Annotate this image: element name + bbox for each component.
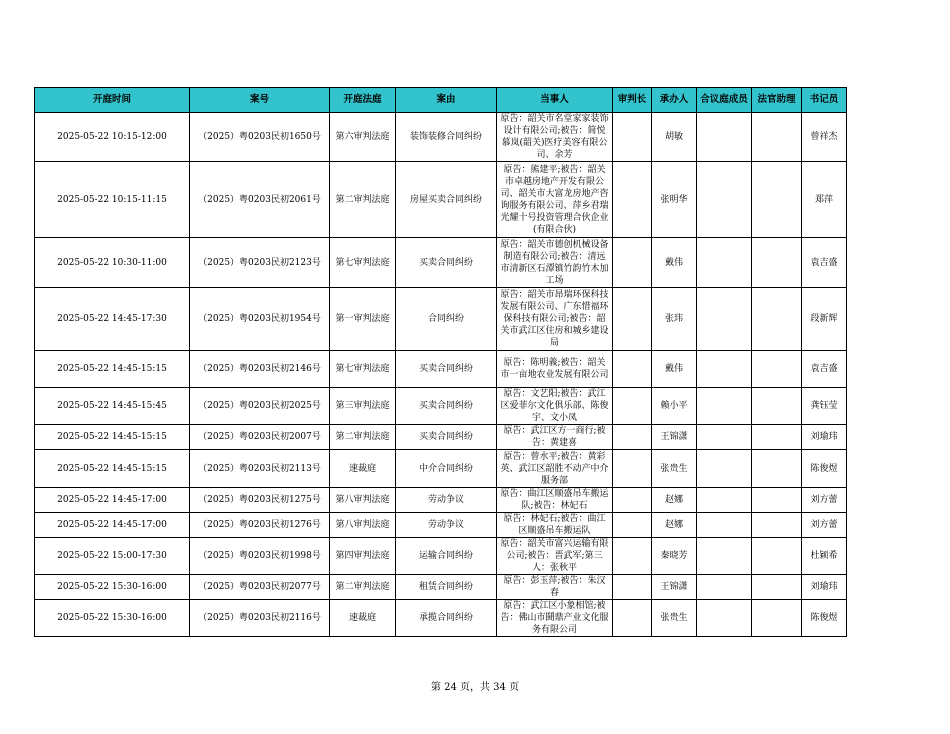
parties-cell [497,162,613,238]
table-row [35,575,847,600]
courtroom-cell: 第八审判法庭 [330,513,396,538]
hearing-time-cell: 2025-05-22 10:30-11:00 [35,238,190,288]
parties-cell [497,538,613,575]
judge-assistant-cell [752,351,802,388]
hearing-time-cell: 2025-05-22 10:15-11:15 [35,162,190,238]
table-row [35,388,847,425]
case-number-cell: （2025）粤0203民初2113号 [190,450,330,488]
judge-assistant-cell [752,600,802,637]
case-number-cell: （2025）粤0203民初2123号 [190,238,330,288]
judge-assistant-cell [752,513,802,538]
handler-cell: 张贵生 [652,600,697,637]
clerk-cell: 龚钰莹 [802,388,847,425]
courtroom-cell: 第六审判法庭 [330,113,396,162]
clerk-cell: 袁吉盛 [802,351,847,388]
parties-text: 原告：曲江区顺盛吊车搬运队;被告：林妃石 [500,489,609,511]
presiding-judge-cell [613,513,652,538]
presiding-judge-cell [613,575,652,600]
panel-members-cell [697,388,752,425]
clerk-cell: 刘瑜玮 [802,425,847,450]
courtroom-cell: 速裁庭 [330,600,396,637]
cause-cell: 运输合同纠纷 [396,538,497,575]
panel-members-cell [697,162,752,238]
judge-assistant-cell [752,425,802,450]
clerk-cell: 曾祥杰 [802,113,847,162]
presiding-judge-cell [613,488,652,513]
hearing-time-cell: 2025-05-22 14:45-15:15 [35,450,190,488]
presiding-judge-cell [613,388,652,425]
hearing-time-cell: 2025-05-22 15:30-16:00 [35,600,190,637]
presiding-judge-cell [613,351,652,388]
clerk-cell: 刘方蕾 [802,513,847,538]
parties-cell [497,388,613,425]
panel-members-cell [697,575,752,600]
parties-text: 原告：武江区小象相馆;被告：佛山市鬪鼎产业文化服务有限公司 [500,601,609,635]
parties-cell [497,351,613,388]
case-number-cell: （2025）粤0203民初2061号 [190,162,330,238]
cause-cell: 买卖合同纠纷 [396,388,497,425]
parties-cell [497,600,613,637]
courtroom-cell: 第三审判法庭 [330,388,396,425]
header-courtroom: 开庭法庭 [330,88,396,113]
clerk-cell: 陈俊煜 [802,600,847,637]
clerk-cell: 段新辉 [802,288,847,351]
courtroom-cell: 第四审判法庭 [330,538,396,575]
handler-cell: 王锦潇 [652,425,697,450]
parties-text: 原告：曾水平;被告：黄彩英、武江区韶胜不动产中介服务部 [500,451,609,486]
panel-members-cell [697,488,752,513]
clerk-cell: 陈俊煜 [802,450,847,488]
table-row [35,488,847,513]
handler-cell: 张贵生 [652,450,697,488]
presiding-judge-cell [613,425,652,450]
clerk-cell: 袁吉盛 [802,238,847,288]
courtroom-cell: 第二审判法庭 [330,425,396,450]
cause-cell: 装饰装修合同纠纷 [396,113,497,162]
cause-cell: 租赁合同纠纷 [396,575,497,600]
panel-members-cell [697,513,752,538]
panel-members-cell [697,113,752,162]
header-presiding-judge: 审判长 [613,88,652,113]
parties-text: 原告：韶关市德创机械设备制造有限公司;被告：清远市清新区石潭镇竹韵竹木加工场 [500,239,609,286]
cause-cell: 买卖合同纠纷 [396,425,497,450]
handler-cell: 赖小平 [652,388,697,425]
table-row [35,513,847,538]
hearing-time-cell: 2025-05-22 14:45-17:00 [35,488,190,513]
clerk-cell: 刘方蕾 [802,488,847,513]
judge-assistant-cell [752,238,802,288]
clerk-cell: 刘瑜玮 [802,575,847,600]
cause-cell: 买卖合同纠纷 [396,238,497,288]
courtroom-cell: 第七审判法庭 [330,238,396,288]
parties-cell [497,513,613,538]
table-row [35,351,847,388]
judge-assistant-cell [752,488,802,513]
courtroom-cell: 第八审判法庭 [330,488,396,513]
case-number-cell: （2025）粤0203民初2116号 [190,600,330,637]
table-row [35,425,847,450]
table-row [35,238,847,288]
panel-members-cell [697,288,752,351]
hearing-time-cell: 2025-05-22 10:15-12:00 [35,113,190,162]
judge-assistant-cell [752,450,802,488]
table-row [35,450,847,488]
header-judge-assistant: 法官助理 [752,88,802,113]
courtroom-cell: 第二审判法庭 [330,575,396,600]
header-cause: 案由 [396,88,497,113]
handler-cell: 胡敏 [652,113,697,162]
parties-text: 原告：陈明義;被告：韶关市一亩地农业发展有限公司 [500,358,609,380]
handler-cell: 秦晓芳 [652,538,697,575]
cause-cell: 劳动争议 [396,513,497,538]
header-handler: 承办人 [652,88,697,113]
presiding-judge-cell [613,450,652,488]
courtroom-cell: 第七审判法庭 [330,351,396,388]
cause-cell: 中介合同纠纷 [396,450,497,488]
presiding-judge-cell [613,113,652,162]
handler-cell: 王锦潇 [652,575,697,600]
parties-text: 原告：文艺阳;被告：武江区爱菲尔文化俱乐部、陈俊宇、文小凤 [500,389,609,423]
clerk-cell: 郑萍 [802,162,847,238]
hearing-time-cell: 2025-05-22 14:45-15:45 [35,388,190,425]
header-panel-members: 合议庭成员 [697,88,752,113]
hearing-time-cell: 2025-05-22 14:45-15:15 [35,425,190,450]
hearing-time-cell: 2025-05-22 14:45-17:30 [35,288,190,351]
table-row [35,600,847,637]
handler-cell: 张玮 [652,288,697,351]
hearing-time-cell: 2025-05-22 14:45-17:00 [35,513,190,538]
header-clerk: 书记员 [802,88,847,113]
presiding-judge-cell [613,162,652,238]
courtroom-cell: 速裁庭 [330,450,396,488]
parties-cell [497,425,613,450]
parties-cell [497,575,613,600]
handler-cell: 张明华 [652,162,697,238]
case-number-cell: （2025）粤0203民初2146号 [190,351,330,388]
table-row [35,288,847,351]
cause-cell: 买卖合同纠纷 [396,351,497,388]
panel-members-cell [697,425,752,450]
panel-members-cell [697,450,752,488]
presiding-judge-cell [613,600,652,637]
header-case-number: 案号 [190,88,330,113]
page-footer: 第 24 页，共 34 页 [430,682,520,693]
courtroom-cell: 第二审判法庭 [330,162,396,238]
parties-cell [497,450,613,488]
parties-text: 原告：熊建平;被告：韶关市卓越房地产开发有限公司、韶关市大富龙房地产咨询服务有限公司、萍乡君瑞光耀十号投资管理合伙企业(有限合伙) [500,164,609,235]
panel-members-cell [697,351,752,388]
presiding-judge-cell [613,238,652,288]
judge-assistant-cell [752,288,802,351]
presiding-judge-cell [613,538,652,575]
parties-cell [497,488,613,513]
header-parties: 当事人 [497,88,613,113]
handler-cell: 戴伟 [652,351,697,388]
parties-text: 原告：韶关市名堂家家装饰设计有限公司;被告：简悦慕岚(韶关)医疗美容有限公司、余芳 [500,114,609,160]
panel-members-cell [697,238,752,288]
judge-assistant-cell [752,538,802,575]
handler-cell: 赵娜 [652,513,697,538]
table-row [35,538,847,575]
cause-cell: 合同纠纷 [396,288,497,351]
cause-cell: 承揽合同纠纷 [396,600,497,637]
cause-cell: 劳动争议 [396,488,497,513]
cause-cell: 房屋买卖合同纠纷 [396,162,497,238]
handler-cell: 戴伟 [652,238,697,288]
header-hearing-time: 开庭时间 [35,88,190,113]
judge-assistant-cell [752,113,802,162]
parties-cell [497,113,613,162]
case-number-cell: （2025）粤0203民初2025号 [190,388,330,425]
panel-members-cell [697,538,752,575]
hearing-time-cell: 2025-05-22 15:00-17:30 [35,538,190,575]
parties-text: 原告：韶关市昂瑞环保科技发展有限公司、广东惜福环保科技有限公司;被告：韶关市武江区住房和城乡建设局 [500,290,609,348]
hearing-schedule-table [34,87,847,637]
case-number-cell: （2025）粤0203民初1276号 [190,513,330,538]
judge-assistant-cell [752,575,802,600]
judge-assistant-cell [752,162,802,238]
hearing-time-cell: 2025-05-22 15:30-16:00 [35,575,190,600]
table-header-row [35,88,847,113]
case-number-cell: （2025）粤0203民初1650号 [190,113,330,162]
case-number-cell: （2025）粤0203民初1275号 [190,488,330,513]
judge-assistant-cell [752,388,802,425]
handler-cell: 赵娜 [652,488,697,513]
presiding-judge-cell [613,288,652,351]
parties-cell [497,288,613,351]
clerk-cell: 杜颖希 [802,538,847,575]
courtroom-cell: 第一审判法庭 [330,288,396,351]
case-number-cell: （2025）粤0203民初2077号 [190,575,330,600]
case-number-cell: （2025）粤0203民初2007号 [190,425,330,450]
case-number-cell: （2025）粤0203民初1954号 [190,288,330,351]
table-row [35,162,847,238]
parties-text: 原告：彭玉萍;被告：朱汉春 [503,576,606,598]
table-row [35,113,847,162]
parties-text: 原告：韶关市富兴运输有限公司;被告：晋武军;第三人：张秋平 [500,539,609,573]
parties-cell [497,238,613,288]
hearing-time-cell: 2025-05-22 14:45-15:15 [35,351,190,388]
parties-text: 原告：武江区方一商行;被告：黄建喜 [503,426,606,448]
case-number-cell: （2025）粤0203民初1998号 [190,538,330,575]
panel-members-cell [697,600,752,637]
parties-text: 原告：林妃石;被告：曲江区顺盛吊车搬运队 [503,514,606,536]
